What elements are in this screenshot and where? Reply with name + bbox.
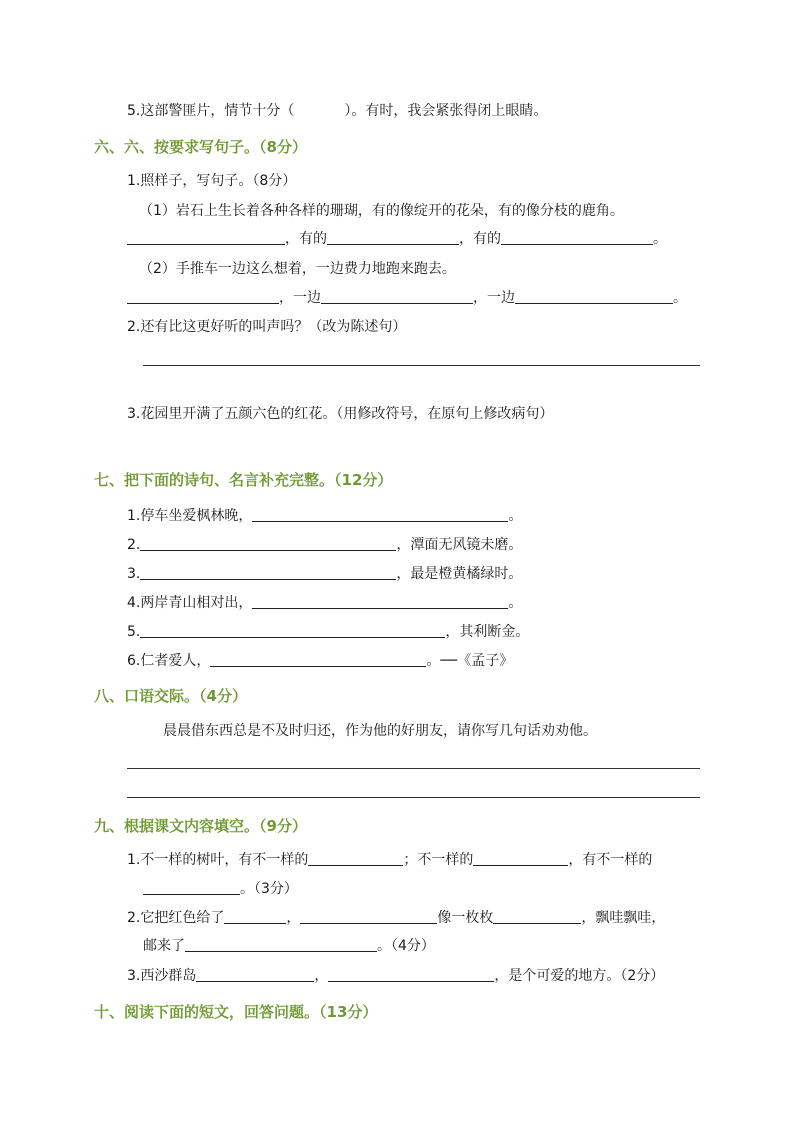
poem-3: 3. ，最是橙黄橘绿时。 [127, 566, 523, 582]
blank[interactable] [140, 623, 445, 638]
blank[interactable] [127, 289, 279, 304]
answer-line[interactable] [127, 768, 700, 769]
blank[interactable] [140, 565, 396, 580]
section-9-heading: 九、根据课文内容填空。（9分） [94, 817, 307, 835]
section-7-heading: 七、把下面的诗句、名言补充完整。（12分） [94, 471, 393, 489]
quote-6: 6.仁者爱人， 。──《孟子》 [127, 653, 514, 669]
fill-line-6-1-1: ，有的 ，有的 。 [127, 229, 667, 249]
poem-2: 2. ，潭面无风镜未磨。 [127, 537, 523, 553]
question-6-3: 3.花园里开满了五颜六色的红花。（用修改符号，在原句上修改病句） [127, 406, 554, 422]
example-sentence-2: （2）手推车一边这么想着，一边费力地跑来跑去。 [139, 261, 456, 277]
fill-line-6-1-2: ，一边 ，一边 。 [127, 288, 687, 308]
question-9-1: 1.不一样的树叶，有不一样的 ；不一样的 ，有不一样的 [127, 852, 653, 868]
blank[interactable] [328, 967, 494, 982]
example-sentence-1: （1）岩石上生长着各种各样的珊瑚，有的像绽开的花朵，有的像分枝的鹿角。 [139, 203, 624, 219]
question-9-3: 3.西沙群岛 ， ，是个可爱的地方。（2分） [127, 968, 665, 984]
quote-5: 5. ，其利断金。 [127, 624, 530, 640]
blank[interactable] [143, 880, 240, 895]
question-9-1-cont: 。（3分） [143, 879, 298, 899]
blank[interactable] [210, 652, 426, 667]
blank[interactable] [327, 230, 459, 245]
section-8-heading: 八、口语交际。（4分） [94, 687, 247, 705]
section-6-heading: 六、六、按要求写句子。（8分） [94, 138, 307, 156]
blank[interactable] [127, 230, 285, 245]
poem-4: 4.两岸青山相对出， 。 [127, 595, 523, 611]
answer-line[interactable] [127, 797, 700, 798]
question-6-2: 2.还有比这更好听的叫声吗？（改为陈述句） [127, 319, 407, 335]
blank[interactable] [252, 594, 508, 609]
blank[interactable] [224, 909, 286, 924]
poem-1: 1.停车坐爱枫林晚， 。 [127, 508, 523, 524]
section-10-heading: 十、阅读下面的短文，回答问题。（13分） [94, 1003, 378, 1021]
blank[interactable] [185, 937, 377, 952]
blank[interactable] [515, 289, 673, 304]
oral-prompt: 晨晨借东西总是不及时归还，作为他的好朋友，请你写几句话劝劝他。 [163, 723, 597, 739]
blank[interactable] [493, 909, 581, 924]
question-9-2: 2.它把红色给了 ， 像一枚枚 ，飘哇飘哇， [127, 910, 666, 926]
answer-line[interactable] [143, 365, 700, 366]
blank[interactable] [196, 967, 314, 982]
blank[interactable] [252, 507, 508, 522]
question-6-1: 1.照样子，写句子。（8分） [127, 173, 297, 189]
blank[interactable] [300, 909, 437, 924]
question-5: 5.这部警匪片，情节十分（ ）。有时，我会紧张得闭上眼睛。 [127, 103, 548, 119]
blank[interactable] [140, 536, 396, 551]
question-9-2-cont: 邮来了 。（4分） [143, 938, 435, 954]
blank[interactable] [473, 851, 568, 866]
blank[interactable] [501, 230, 653, 245]
blank[interactable] [308, 851, 403, 866]
blank[interactable] [321, 289, 473, 304]
